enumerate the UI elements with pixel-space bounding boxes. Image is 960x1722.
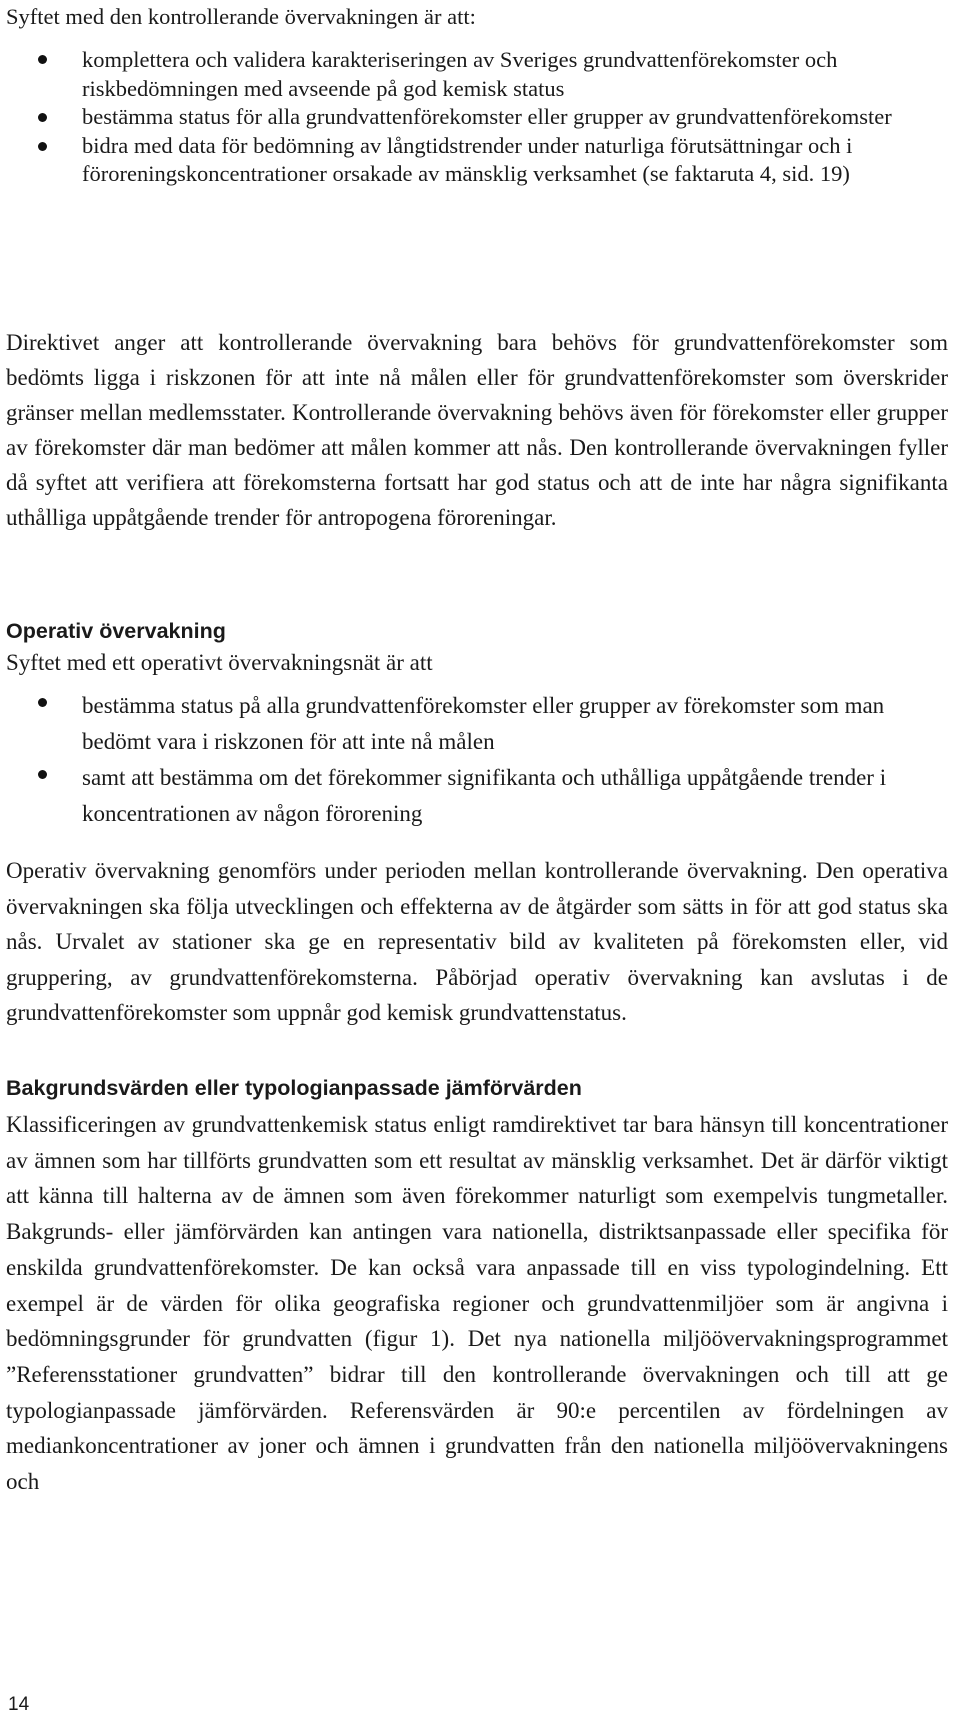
bullet-icon (38, 113, 47, 122)
list-item-text: samt att bestämma om det förekommer signifikanta och uthålliga uppåtgående trender i koncentrationen av någon förorening (82, 765, 887, 826)
list-item (6, 46, 946, 103)
list-item (6, 688, 946, 760)
bullet-icon (38, 142, 47, 151)
paragraph-direktivet: Direktivet anger att kontrollerande övervakning bara behövs för grundvattenförekomster som bedömts ligga i riskzonen för att inte nå målen eller för grundvattenförekomster som överskrider gränser mellan medlemsstater. Kontrollerande övervakning behövs även för förekomster eller grupper av förekomster där man bedömer att målen kommer att nås. Den kontrollerande övervakningen fyller då syftet att verifiera att förekomsterna fortsatt har god status och att de inte har några signifikanta uthålliga uppåtgående trender för antropogena föroreningar. (6, 330, 948, 530)
list-item (6, 760, 946, 832)
purpose-list-kontrollerande (6, 46, 946, 189)
bullet-icon (38, 55, 47, 64)
list-item (6, 103, 946, 132)
list-item-text: komplettera och validera karakteriseringen av Sveriges grundvattenförekomster och riskbedömningen med avseende på god kemisk status (82, 47, 838, 101)
list-item (6, 132, 946, 189)
list-item-text: bestämma status på alla grundvattenförekomster eller grupper av förekomster som man bedömt vara i riskzonen för att inte nå målen (82, 693, 885, 754)
paragraph-operativ: Operativ övervakning genomförs under perioden mellan kontrollerande övervakning. Den operativa övervakningen ska följa utvecklingen och effekterna av de åtgärder som sätts in för att god status ska nås. Urvalet av stationer ska ge en representativ bild av kvaliteten på förekomsten eller, vid gruppering, av grundvattenförekomsterna. Påbörjad operativ övervakning kan avslutas i de grundvattenförekomster som uppnår god kemisk grundvattenstatus. (6, 858, 948, 1025)
list-item-text: bidra med data för bedömning av långtidstrender under naturliga förutsättningar och i föroreningskoncentrationer orsakade av mänsklig verksamhet (se faktaruta 4, sid. 19) (82, 132, 853, 186)
list-item-text: bestämma status för alla grundvattenförekomster eller grupper av grundvattenförekomster (82, 104, 892, 129)
operativ-intro-text: Syftet med ett operativt övervakningsnät är att (6, 650, 433, 675)
page-number: 14 (8, 1694, 30, 1715)
intro-text: Syftet med den kontrollerande övervakningen är att: (6, 4, 476, 29)
bullet-icon (38, 698, 47, 707)
purpose-list-operativ (6, 688, 946, 832)
paragraph-bakgrund: Klassificeringen av grundvattenkemisk status enligt ramdirektivet tar bara hänsyn till koncentrationer av ämnen som har tillförts grundvatten som ett resultat av mänsklig verksamhet. Det är därför viktigt att känna till halterna av de ämnen som även förekommer naturligt som exempelvis tungmetaller. Bakgrunds- eller jämförvärden kan antingen vara nationella, distriktsanpassade eller specifika för enskilda grundvattenförekomster. De kan också vara anpassade till en viss typologindelning. Ett exempel är de värden för olika geografiska regioner och grundvattenmiljöer som är angivna i bedömningsgrunder för grundvatten (figur 1). Det nya nationella miljöövervakningsprogrammet ”Referensstationer grundvatten” bidrar till den kontrollerande övervakningen och till att ge typologianpassade jämförvärden. Referensvärden är 90:e percentilen av fördelningen av mediankoncentrationer av joner och ämnen i grundvatten från den nationella miljöövervakningens och (6, 1112, 948, 1495)
heading-bakgrundsvarden: Bakgrundsvärden eller typologianpassade jämförvärden (6, 1076, 582, 1100)
heading-operativ-overvakning: Operativ övervakning (6, 619, 226, 643)
bullet-icon (38, 770, 47, 779)
